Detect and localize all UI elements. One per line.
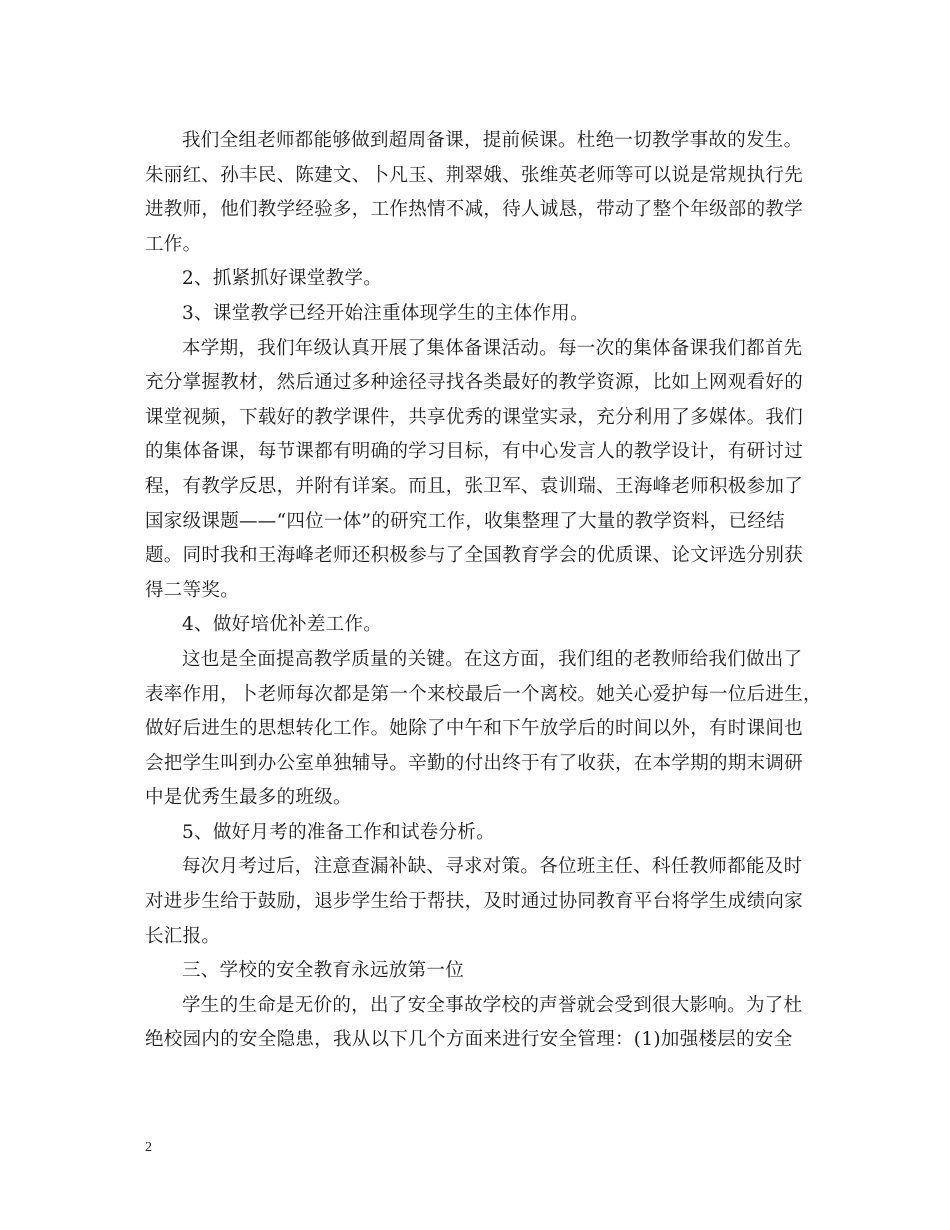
paragraph-teacher-preparation <box>145 124 810 262</box>
text-line: 表率作用，卜老师每次都是第一个来校最后一个离校。她关心爱护每一位后进生， <box>145 683 822 705</box>
text-line: 2、抓紧抓好课堂教学。 <box>182 268 383 290</box>
heading-item-5 <box>145 816 810 851</box>
text-line: 的集体备课，每节课都有明确的学习目标，有中心发言人的教学设计，有研讨过 <box>145 441 804 463</box>
text-line: 三、学校的安全教育永远放第一位 <box>182 960 465 982</box>
section-heading-safety <box>145 954 810 989</box>
text-line: 得二等奖。 <box>145 579 240 601</box>
page-number: 2 <box>145 1140 152 1155</box>
text-line: 3、课堂教学已经开始注重体现学生的主体作用。 <box>182 302 589 324</box>
paragraph-safety-management <box>145 989 810 1058</box>
heading-item-2 <box>145 262 810 297</box>
text-line: 5、做好月考的准备工作和试卷分析。 <box>182 821 495 843</box>
heading-item-3 <box>145 297 810 332</box>
text-line: 对进步生给于鼓励，退步学生给于帮扶，及时通过协同教育平台将学生成绩向家 <box>145 891 804 913</box>
text-line: 绝校园内的安全隐患，我从以下几个方面来进行安全管理：(1)加强楼层的安全 <box>145 1029 793 1051</box>
paragraph-tutoring <box>145 643 822 816</box>
paragraph-monthly-exam <box>145 850 810 954</box>
text-line: 中是优秀生最多的班级。 <box>145 787 352 809</box>
text-line: 每次月考过后，注意查漏补缺、寻求对策。各位班主任、科任教师都能及时 <box>182 856 803 878</box>
document-body <box>145 124 822 1058</box>
text-line: 程，有教学反思，并附有详案。而且，张卫军、袁训瑞、王海峰老师积极参加了 <box>145 475 804 497</box>
text-line: 进教师，他们教学经验多，工作热情不减，待人诚恳，带动了整个年级部的教学 <box>145 199 804 221</box>
text-line: 国家级课题——“四位一体”的研究工作，收集整理了大量的教学资料，已经结 <box>145 510 785 532</box>
text-line: 课堂视频，下载好的教学课件，共享优秀的课堂实录，充分利用了多媒体。我们 <box>145 406 804 428</box>
text-line: 学生的生命是无价的，出了安全事故学校的声誉就会受到很大影响。为了杜 <box>182 994 803 1016</box>
text-line: 长汇报。 <box>145 925 221 947</box>
paragraph-collective-lesson-prep <box>145 332 810 609</box>
text-line: 这也是全面提高教学质量的关键。在这方面，我们组的老教师给我们做出了 <box>182 648 803 670</box>
text-line: 我们全组老师都能够做到超周备课，提前候课。杜绝一切教学事故的发生。 <box>182 130 803 151</box>
text-line: 4、做好培优补差工作。 <box>182 614 383 636</box>
text-line: 工作。 <box>145 233 202 255</box>
text-line: 做好后进生的思想转化工作。她除了中午和下午放学后的时间以外，有时课间也 <box>145 718 804 740</box>
text-line: 题。同时我和王海峰老师还积极参与了全国教育学会的优质课、论文评选分别获 <box>145 545 804 567</box>
text-line: 会把学生叫到办公室单独辅导。辛勤的付出终于有了收获，在本学期的期末调研 <box>145 752 804 774</box>
text-line: 充分掌握教材，然后通过多种途径寻找各类最好的教学资源，比如上网观看好的 <box>145 372 804 394</box>
text-line: 本学期，我们年级认真开展了集体备课活动。每一次的集体备课我们都首先 <box>182 337 803 359</box>
heading-item-4 <box>145 608 810 643</box>
text-line: 朱丽红、孙丰民、陈建文、卜凡玉、荆翠娥、张维英老师等可以说是常规执行先 <box>145 164 804 186</box>
